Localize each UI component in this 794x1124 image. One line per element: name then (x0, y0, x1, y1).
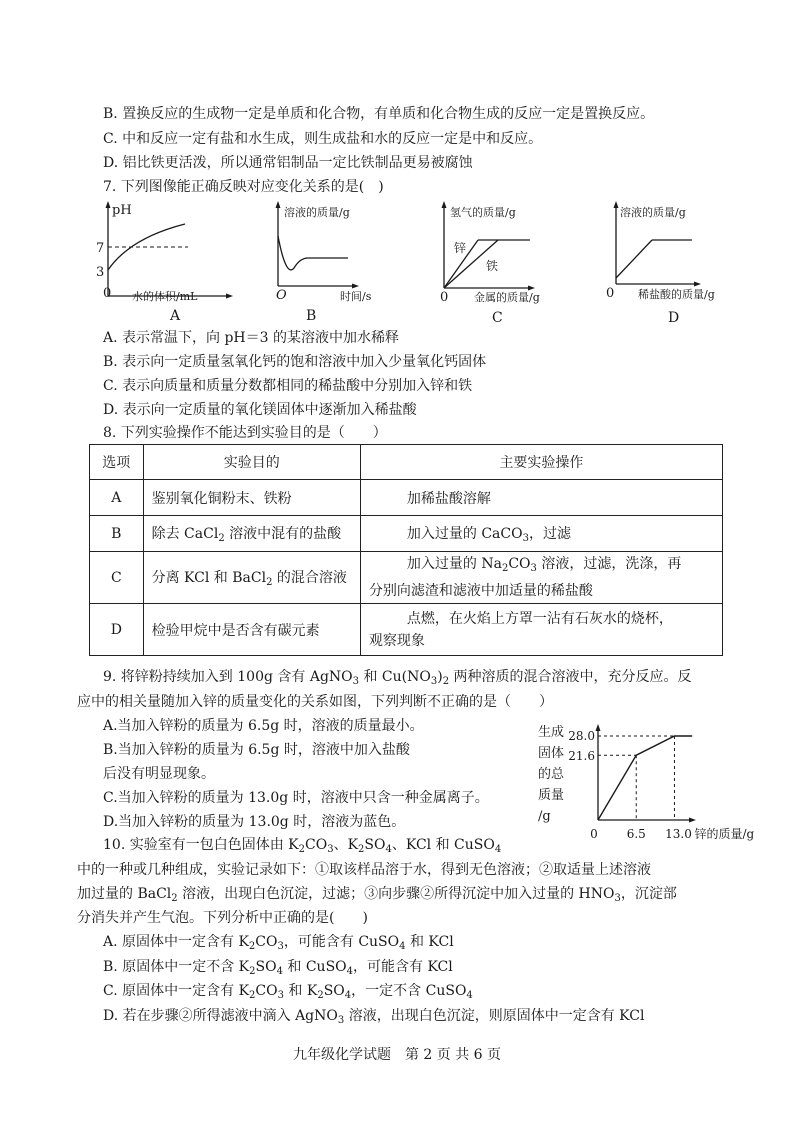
row-d-option: D (90, 604, 144, 656)
row-c-operation: 加入过量的 $Na_2CO_3$ 溶液，过滤，洗涤，再 分别向滤渣和滤液中加适量的稀盐酸 (360, 552, 722, 604)
row-b-purpose: 除去 CaCl$_2$ 溶液中混有的盐酸 (143, 516, 360, 552)
table-row (90, 552, 723, 604)
table-row (90, 516, 723, 552)
q7-graph-a (90, 198, 240, 324)
graph-a-letter: A (170, 308, 181, 324)
table-row (90, 480, 723, 516)
graph-c-label-zinc: 锌 (454, 241, 467, 255)
q7-graph-b (268, 198, 418, 324)
q9-x-arrow (689, 818, 696, 823)
row-a-operation: 加稀盐酸溶解 (360, 480, 722, 516)
row-c-purpose: 分离 KCl 和 BaCl$_2$ 的混合溶液 (143, 552, 360, 604)
row-c-option: C (90, 552, 144, 604)
graph-d-letter: D (668, 310, 680, 326)
q9-y-arrow (596, 724, 601, 731)
graph-b-origin: O (276, 288, 287, 303)
q9-ylabel-line: 的总 (538, 767, 565, 782)
q6-option-b: B. 置换反应的生成物一定是单质和化合物，有单质和化合物生成的反应一定是置换反应。 (103, 106, 655, 122)
col-header-operation: 主要实验操作 (360, 445, 722, 480)
q9-ylabel-line: 生成 (538, 725, 565, 740)
q9-ytick-21-6: 21.6 (568, 749, 595, 764)
graph-b-letter: B (306, 308, 317, 324)
q6-option-d: D. 铝比铁更活泼，所以通常铝制品一定比铁制品更易被腐蚀 (103, 155, 473, 171)
page-footer: 九年级化学试题 第 2 页 共 6 页 (292, 1047, 502, 1063)
q7-stem: 7. 下列图像能正确反映对应变化关系的是( ) (103, 179, 384, 195)
row-b-operation: 加入过量的 CaCO$_3$，过滤 (360, 516, 722, 552)
q9-option-a: A.当加入锌粉的质量为 6.5g 时，溶液的质量最小。 (103, 718, 424, 734)
q9-stem-line2: 应中的相关量随加入锌的质量变化的关系如图，下列判断不正确的是（ ） (77, 694, 553, 710)
col-header-purpose: 实验目的 (143, 445, 360, 480)
q6-option-c: C. 中和反应一定有盐和水生成，则生成盐和水的反应一定是中和反应。 (103, 131, 543, 147)
q10-option-a: A. 原固体中一定含有 $K_2CO_3$，可能含有 CuSO$_4$ 和 KCl (103, 934, 454, 952)
q9-option-b: B.当加入锌粉的质量为 6.5g 时，溶液中加入盐酸 (103, 742, 410, 758)
q10-option-d: D. 若在步骤②所得滤液中滴入 AgNO$_3$ 溶液，出现白色沉淀，则原固体中一定含有 KCl (103, 1008, 645, 1026)
q7-graph-c (434, 198, 584, 324)
graph-c-letter: C (492, 310, 503, 326)
q8-table (89, 444, 723, 656)
q9-option-c: C.当加入锌粉的质量为 13.0g 时，溶液中只含一种金属离子。 (103, 790, 489, 806)
q9-xtick-13: 13.0 (665, 827, 692, 841)
row-b-option: B (90, 516, 144, 552)
q9-ytick-28: 28.0 (568, 729, 595, 743)
col-header-option: 选项 (90, 445, 144, 480)
q9-xtick-0: 0 (590, 827, 598, 841)
graph-a-tick-7: 7 (96, 241, 105, 256)
q8-stem: 8. 下列实验操作不能达到实验目的是（ ） (103, 425, 387, 441)
graph-b-xlabel: 时间/s (340, 290, 372, 303)
graph-d-origin: 0 (606, 286, 615, 301)
row-d-purpose: 检验甲烷中是否含有碳元素 (143, 604, 360, 656)
row-a-purpose: 鉴别氧化铜粉末、铁粉 (143, 480, 360, 516)
table-header-row (90, 445, 723, 480)
graph-c-origin: 0 (440, 290, 449, 305)
graph-d-xlabel: 稀盐酸的质量/g (638, 288, 715, 301)
graph-a-origin: 0 (103, 286, 112, 301)
graph-a-xlabel: 水的体积/mL (132, 290, 198, 303)
q10-stem-line3: 加过量的 BaCl$_2$ 溶液，出现白色沉淀，过滤；③向步骤②所得沉淀中加入过量的 $HNO_3$，沉淀部 (77, 886, 677, 904)
q10-stem-line4: 分消失并产生气泡。下列分析中正确的是( ) (77, 910, 368, 926)
q9-graph (534, 720, 755, 846)
q7-option-b: B. 表示向一定质量氢氧化钙的饱和溶液中加入少量氧化钙固体 (103, 354, 487, 370)
q7-option-d: D. 表示向一定质量的氧化镁固体中逐渐加入稀盐酸 (103, 402, 417, 418)
q9-ylabel-line: /g (538, 809, 551, 824)
row-a-option: A (90, 480, 144, 516)
graph-a-ylabel: pH (112, 203, 132, 218)
row-d-operation: 点燃，在火焰上方罩一沾有石灰水的烧杯， 观察现象 (360, 604, 722, 656)
q9-ylabel-line: 固体 (538, 746, 565, 761)
graph-b-ylabel: 溶液的质量/g (284, 206, 350, 219)
q9-series-line (598, 736, 692, 820)
q7-option-c: C. 表示向质量和质量分数都相同的稀盐酸中分别加入锌和铁 (103, 378, 473, 394)
q7-graph-d (600, 198, 750, 324)
graph-c-label-iron: 铁 (486, 259, 499, 273)
q10-stem-line2: 中的一种或几种组成，实验记录如下：①取该样品溶于水，得到无色溶液；②取适量上述溶液 (77, 862, 651, 878)
q9-option-d: D.当加入锌粉的质量为 13.0g 时，溶液为蓝色。 (103, 814, 406, 830)
q9-ylabel-line: 质量 (538, 788, 565, 803)
graph-c-xlabel: 金属的质量/g (474, 291, 540, 304)
q9-xlabel: 锌的质量/g (694, 827, 755, 841)
q7-option-a: A. 表示常温下，向 pH＝3 的某溶液中加水稀释 (103, 330, 399, 346)
q9-option-b-cont: 后没有明显现象。 (103, 766, 215, 782)
graph-c-ylabel: 氢气的质量/g (450, 206, 516, 219)
graph-d-ylabel: 溶液的质量/g (620, 206, 686, 219)
q10-stem-line1: 10. 实验室有一包白色固体由 $K_2CO_3$、$K_2SO_4$、KCl 和 CuSO$_4$ (103, 837, 502, 855)
q9-stem-line1: 9. 将锌粉持续加入到 100g 含有 AgNO$_3$ 和 $Cu(NO_3)_2$ 两种溶质的混合溶液中，充分反应。反 (103, 669, 692, 687)
q10-option-b: B. 原固体中一定不含 $K_2SO_4$ 和 CuSO$_4$，可能含有 KCl (103, 959, 453, 977)
q10-option-c: C. 原固体中一定含有 $K_2CO_3$ 和 $K_2SO_4$，一定不含 CuSO$_4$ (103, 983, 473, 1001)
table-row (90, 604, 723, 656)
graph-a-tick-3: 3 (96, 265, 105, 280)
q9-xtick-6-5: 6.5 (626, 827, 646, 841)
